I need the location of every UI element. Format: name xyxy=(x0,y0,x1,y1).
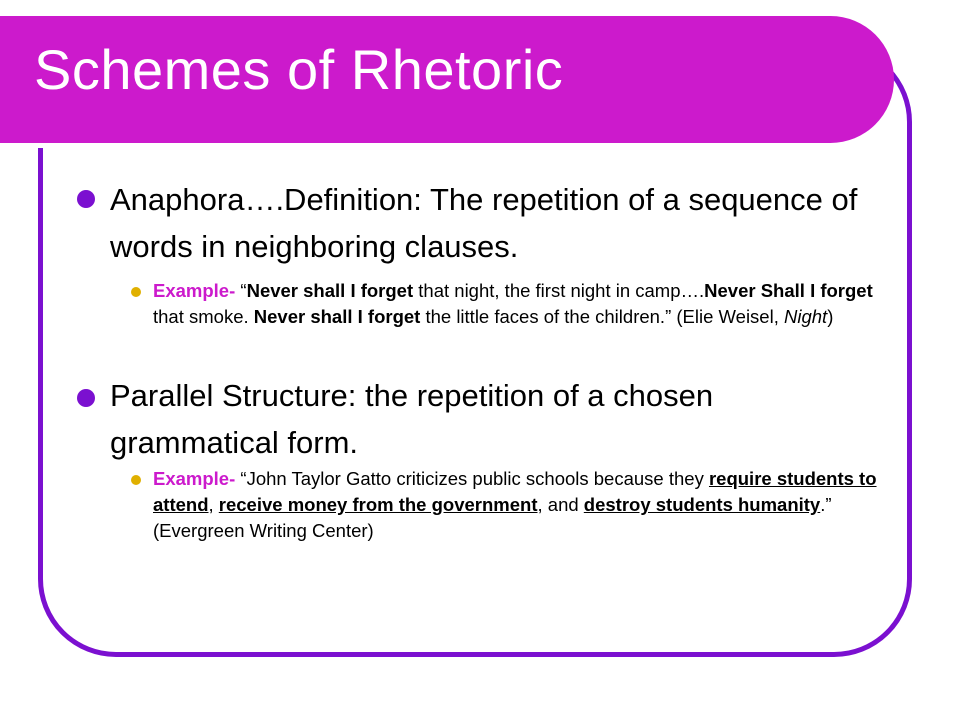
bullet-anaphora: Anaphora….Definition: The repetition of a sequence of words in neighboring clauses. xyxy=(110,182,858,264)
example-run: , and xyxy=(537,494,584,515)
example-run: Night xyxy=(783,306,828,327)
example-run: “ xyxy=(235,280,247,301)
example-run: the little faces of the children.” (Elie Weisel, xyxy=(420,306,784,327)
example-run: Never shall I forget xyxy=(246,280,414,301)
example-run: that smoke. xyxy=(153,306,254,327)
title-underline xyxy=(0,143,848,148)
bullet-dot-icon xyxy=(77,389,95,407)
slide-title: Schemes of Rhetoric xyxy=(34,38,564,101)
example-run: .” (Evergreen Writing Center) xyxy=(153,494,832,541)
bullet-dot-icon xyxy=(77,190,95,208)
example-anaphora xyxy=(153,278,883,330)
sub-bullet-dot-icon xyxy=(131,287,141,297)
bullet-parallel-structure: Parallel Structure: the repetition of a chosen grammatical form. xyxy=(110,378,714,460)
example-text xyxy=(153,280,873,327)
example-run: Never shall I forget xyxy=(253,306,421,327)
example-run: receive money from the government xyxy=(218,494,538,515)
example-run: “John Taylor Gatto criticizes public schools because they xyxy=(235,468,709,489)
example-label: Example- xyxy=(153,468,236,489)
example-label: Example- xyxy=(153,280,236,301)
example-parallel-structure xyxy=(153,466,883,544)
example-text xyxy=(153,468,877,541)
example-run: ) xyxy=(827,306,834,327)
sub-bullet-dot-icon xyxy=(131,475,141,485)
example-run: require students to attend xyxy=(153,468,877,515)
example-run: , xyxy=(208,494,219,515)
example-run: destroy students humanity xyxy=(583,494,821,515)
example-run: Never Shall I forget xyxy=(704,280,873,301)
example-run: that night, the first night in camp…. xyxy=(413,280,705,301)
